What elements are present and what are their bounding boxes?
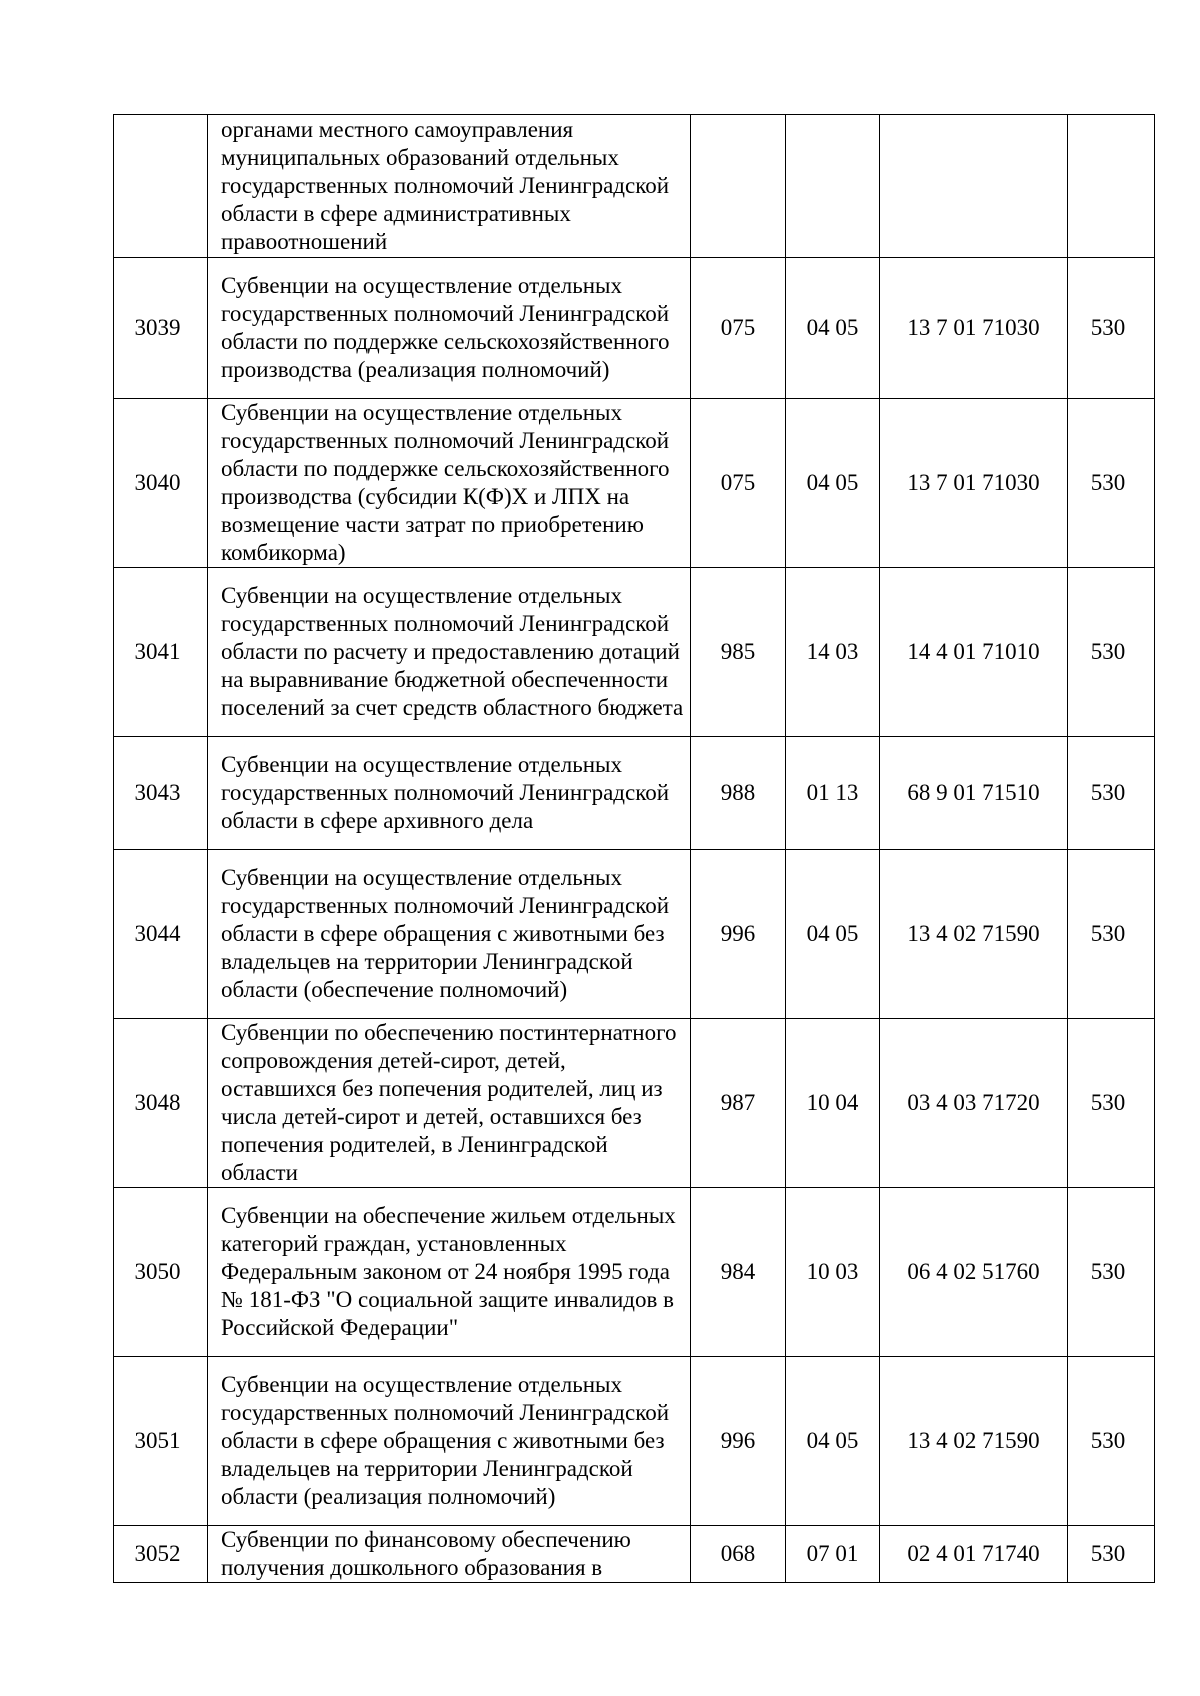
row-id-cell: 3039 bbox=[114, 258, 208, 399]
row-expense-type-cell: 530 bbox=[1068, 850, 1155, 1019]
row-description-cell: Субвенции по обеспечению постинтернатного сопровождения детей-сирот, детей, оставшихся без попечения родителей, лиц из числа детей-сирот и детей, оставшихся без попечения родителей, в Ленинградской области bbox=[208, 1019, 691, 1188]
row-code-cell: 075 bbox=[691, 258, 786, 399]
row-target-cell: 68 9 01 71510 bbox=[880, 737, 1068, 850]
row-description-cell: Субвенции на осуществление отдельных государственных полномочий Ленинградской области в сфере обращения с животными без владельцев на территории Ленинградской области (обеспечение полномочий) bbox=[208, 850, 691, 1019]
row-expense-type-cell: 530 bbox=[1068, 568, 1155, 737]
row-expense-type-cell: 530 bbox=[1068, 1357, 1155, 1526]
row-description-cell: Субвенции на обеспечение жильем отдельных категорий граждан, установленных Федеральным законом от 24 ноября 1995 года № 181-ФЗ "О социальной защите инвалидов в Российской Федерации" bbox=[208, 1188, 691, 1357]
row-target-cell: 13 4 02 71590 bbox=[880, 1357, 1068, 1526]
row-target-cell: 13 7 01 71030 bbox=[880, 258, 1068, 399]
table-row bbox=[114, 399, 1155, 568]
row-target-cell: 13 4 02 71590 bbox=[880, 850, 1068, 1019]
row-section-cell: 10 03 bbox=[786, 1188, 880, 1357]
row-target-cell: 02 4 01 71740 bbox=[880, 1526, 1068, 1583]
row-section-cell bbox=[786, 115, 880, 258]
row-description-cell: органами местного самоуправления муниципальных образований отдельных государственных полномочий Ленинградской области в сфере административных правоотношений bbox=[208, 115, 691, 258]
table-row bbox=[114, 737, 1155, 850]
row-section-cell: 04 05 bbox=[786, 1357, 880, 1526]
row-code-cell: 996 bbox=[691, 850, 786, 1019]
row-description-cell: Субвенции на осуществление отдельных государственных полномочий Ленинградской области по расчету и предоставлению дотаций на выравнивание бюджетной обеспеченности поселений за счет средств областного бюджета bbox=[208, 568, 691, 737]
row-code-cell: 987 bbox=[691, 1019, 786, 1188]
row-expense-type-cell: 530 bbox=[1068, 258, 1155, 399]
row-expense-type-cell: 530 bbox=[1068, 399, 1155, 568]
subvention-table bbox=[113, 114, 1155, 1583]
row-section-cell: 01 13 bbox=[786, 737, 880, 850]
row-id-cell: 3050 bbox=[114, 1188, 208, 1357]
row-description-cell: Субвенции на осуществление отдельных государственных полномочий Ленинградской области в сфере архивного дела bbox=[208, 737, 691, 850]
row-target-cell: 13 7 01 71030 bbox=[880, 399, 1068, 568]
row-expense-type-cell: 530 bbox=[1068, 737, 1155, 850]
table-row bbox=[114, 850, 1155, 1019]
row-description-cell: Субвенции по финансовому обеспечению получения дошкольного образования в bbox=[208, 1526, 691, 1583]
row-section-cell: 14 03 bbox=[786, 568, 880, 737]
row-code-cell: 985 bbox=[691, 568, 786, 737]
row-code-cell: 068 bbox=[691, 1526, 786, 1583]
row-code-cell bbox=[691, 115, 786, 258]
row-expense-type-cell: 530 bbox=[1068, 1526, 1155, 1583]
row-section-cell: 04 05 bbox=[786, 258, 880, 399]
row-description-cell: Субвенции на осуществление отдельных государственных полномочий Ленинградской области по поддержке сельскохозяйственного производства (реализация полномочий) bbox=[208, 258, 691, 399]
table-row bbox=[114, 115, 1155, 258]
table-row bbox=[114, 1357, 1155, 1526]
row-id-cell bbox=[114, 115, 208, 258]
row-expense-type-cell: 530 bbox=[1068, 1188, 1155, 1357]
row-id-cell: 3043 bbox=[114, 737, 208, 850]
row-section-cell: 10 04 bbox=[786, 1019, 880, 1188]
row-code-cell: 984 bbox=[691, 1188, 786, 1357]
row-code-cell: 075 bbox=[691, 399, 786, 568]
row-target-cell: 14 4 01 71010 bbox=[880, 568, 1068, 737]
row-id-cell: 3040 bbox=[114, 399, 208, 568]
row-target-cell: 03 4 03 71720 bbox=[880, 1019, 1068, 1188]
row-id-cell: 3052 bbox=[114, 1526, 208, 1583]
row-description-cell: Субвенции на осуществление отдельных государственных полномочий Ленинградской области в сфере обращения с животными без владельцев на территории Ленинградской области (реализация полномочий) bbox=[208, 1357, 691, 1526]
table-row bbox=[114, 1019, 1155, 1188]
row-description-cell: Субвенции на осуществление отдельных государственных полномочий Ленинградской области по поддержке сельскохозяйственного производства (субсидии К(Ф)Х и ЛПХ на возмещение части затрат по приобретению комбикорма) bbox=[208, 399, 691, 568]
table-row bbox=[114, 1526, 1155, 1583]
row-section-cell: 07 01 bbox=[786, 1526, 880, 1583]
row-code-cell: 988 bbox=[691, 737, 786, 850]
row-section-cell: 04 05 bbox=[786, 850, 880, 1019]
table-row bbox=[114, 568, 1155, 737]
table-row bbox=[114, 1188, 1155, 1357]
row-expense-type-cell: 530 bbox=[1068, 1019, 1155, 1188]
row-id-cell: 3041 bbox=[114, 568, 208, 737]
table-row bbox=[114, 258, 1155, 399]
row-target-cell bbox=[880, 115, 1068, 258]
row-id-cell: 3048 bbox=[114, 1019, 208, 1188]
row-code-cell: 996 bbox=[691, 1357, 786, 1526]
row-expense-type-cell bbox=[1068, 115, 1155, 258]
row-section-cell: 04 05 bbox=[786, 399, 880, 568]
row-id-cell: 3044 bbox=[114, 850, 208, 1019]
row-id-cell: 3051 bbox=[114, 1357, 208, 1526]
row-target-cell: 06 4 02 51760 bbox=[880, 1188, 1068, 1357]
